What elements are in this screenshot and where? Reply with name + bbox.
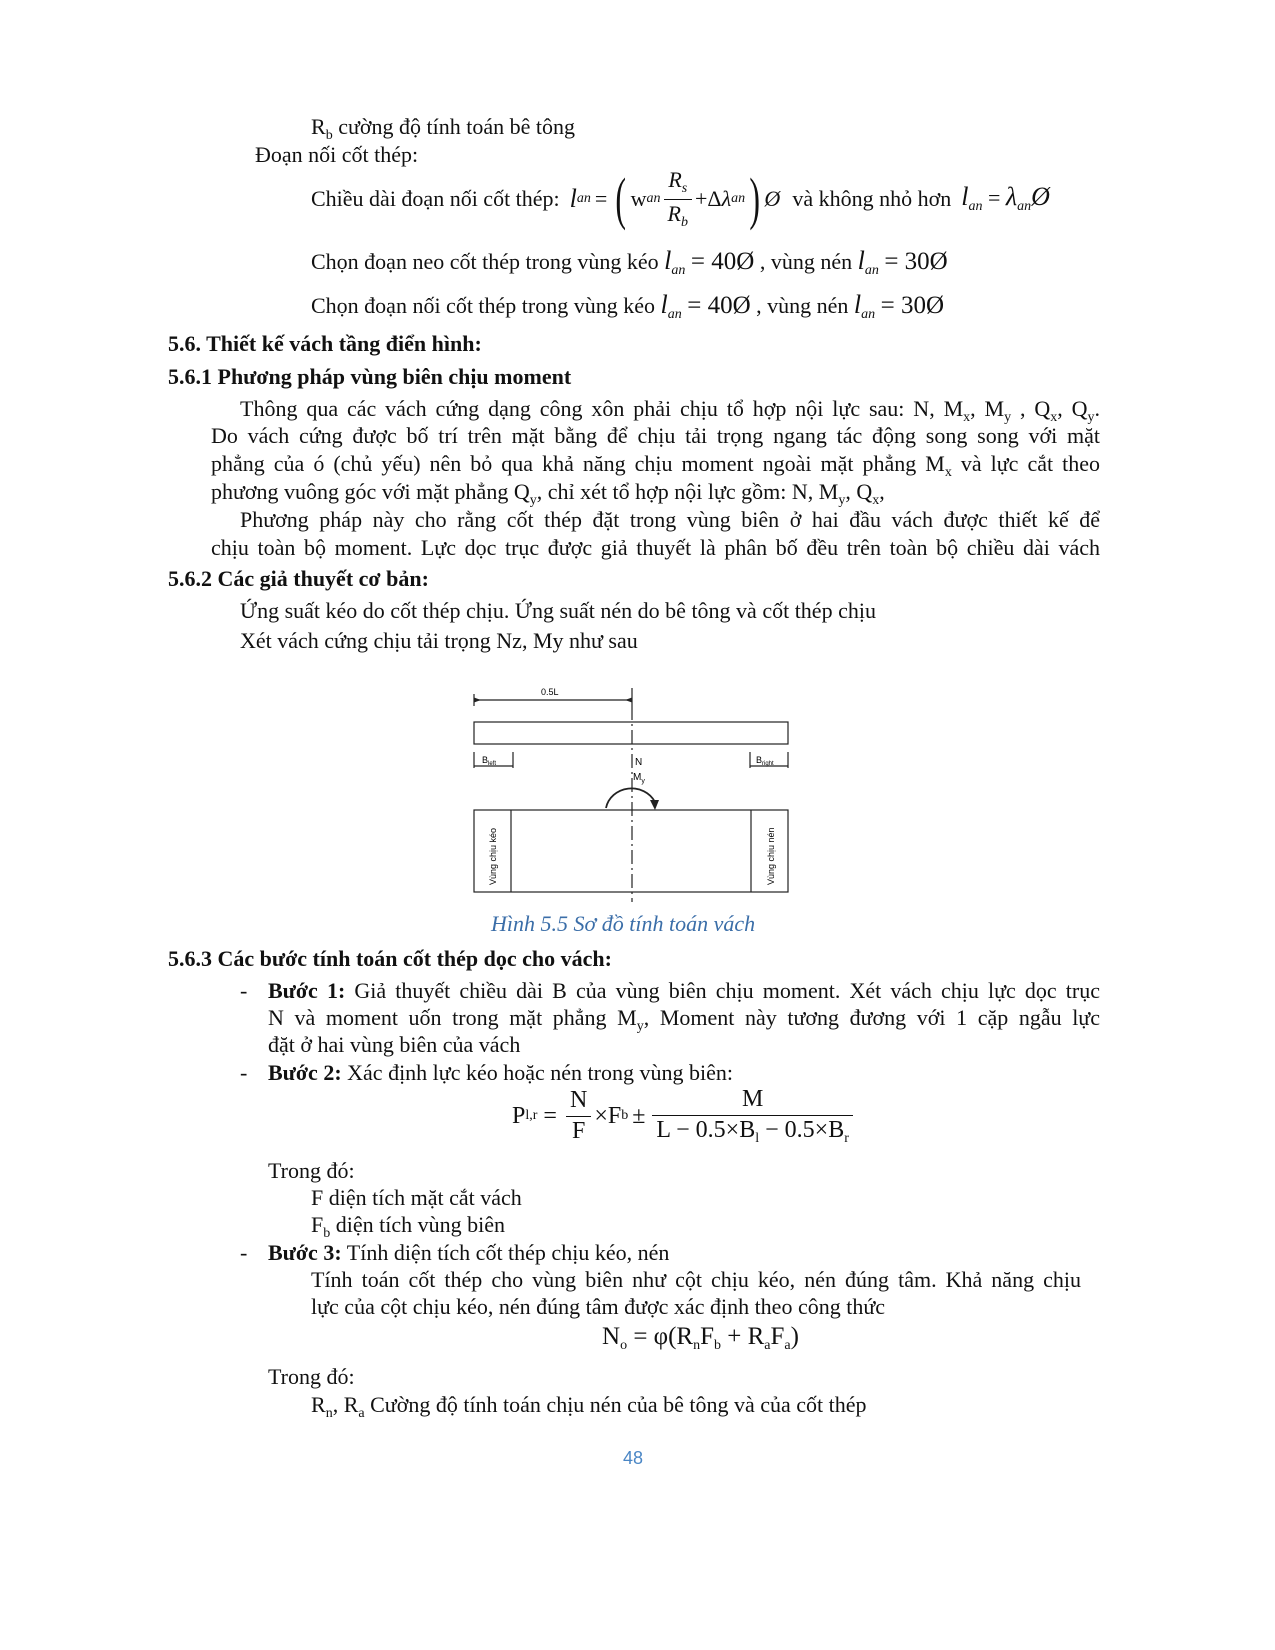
- step3-bullet: -: [240, 1240, 248, 1265]
- para-561-line2: Do vách cứng được bố trí trên mặt bằng để chịu tải trọng ngang tác động song song với mặt: [211, 423, 1100, 448]
- section-5-6-1-heading: 5.6.1 Phương pháp vùng biên chịu moment: [168, 364, 572, 389]
- section-5-6-heading: 5.6. Thiết kế vách tầng điển hình:: [168, 331, 482, 356]
- section-5-6-3-heading: 5.6.3 Các bước tính toán cốt thép dọc cho vách:: [168, 946, 612, 971]
- n-label: N: [635, 757, 643, 768]
- splice-length-label: Chiều dài đoạn nối cốt thép:: [311, 186, 560, 212]
- step1-line1: Bước 1: Giả thuyết chiều dài B của vùng biên chịu moment. Xét vách chịu lực dọc trục: [268, 978, 1100, 1003]
- para-561-p2-line1: Phương pháp này cho rằng cốt thép đặt trong vùng biên ở hai đầu vách được thiết kế để: [240, 507, 1100, 532]
- min-length-formula: $l_{an}$ = $\lambda_{an}Ø$: [961, 182, 1050, 215]
- fb-definition: $F_b$ diện tích vùng biên: [311, 1212, 505, 1241]
- dim-arrow-right: [625, 698, 632, 703]
- page-number: 48: [623, 1448, 644, 1468]
- wall-plan-rect: [474, 722, 788, 744]
- dim-label: 0.5L: [541, 687, 559, 697]
- para-562-line2: Xét vách cứng chịu tải trọng Nz, My như sau: [240, 628, 638, 653]
- step1-line2: N và moment uốn trong mặt phẳng $M_y$, Moment này tương đương với 1 cặp ngẫu lực: [268, 1005, 1100, 1034]
- moment-arrowhead: [650, 800, 659, 810]
- my-label: $M_y$: [633, 772, 645, 785]
- boundary-force-formula: P l,r = $\frac{N}{F}$ ×F b ± $\frac{M}{L - 0.5\times B_l - 0.5\times B_r}$: [512, 1086, 856, 1147]
- rn-ra-definition: $R_n$, $R_a$ Cường độ tính toán chịu nén của bê tông và của cốt thép: [311, 1392, 867, 1421]
- para-561-line4: phương vuông góc với mặt phẳng $Q_y$, chỉ xét tổ hợp nội lực gồm: N, $M_y$, $Q_x$,: [211, 479, 885, 508]
- rb-definition: $R_b$ cường độ tính toán bê tông: [311, 114, 575, 143]
- figure-caption: Hình 5.5 Sơ đồ tính toán vách: [491, 911, 756, 936]
- para-561-p2-line2: chịu toàn bộ moment. Lực dọc trục được giả thuyết là phân bố đều trên toàn bộ chiều dài vách: [211, 535, 1100, 560]
- para-561-line3: phẳng của ó (chủ yếu) nên bỏ qua khả năng chịu moment ngoài mặt phẳng $M_x$ và lực cắt theo: [211, 451, 1100, 480]
- anchor-line: Chọn đoạn neo cốt thép trong vùng kéo $l_{an}$ = 40Ø , vùng nén $l_{an}$ = 30Ø: [311, 246, 948, 278]
- b-left-label: $B_{left}$: [482, 755, 497, 767]
- where-label-2: Trong đó:: [268, 1364, 355, 1389]
- left-zone-label: Vùng chịu kéo: [488, 827, 498, 885]
- step2-line: Bước 2: Xác định lực kéo hoặc nén trong vùng biên:: [268, 1060, 733, 1085]
- moment-arc: [606, 788, 655, 808]
- step3-line: Bước 3: Tính diện tích cốt thép chịu kéo, nén: [268, 1240, 670, 1265]
- para-562-line1: Ứng suất kéo do cốt thép chịu. Ứng suất nén do bê tông và cốt thép chịu: [240, 598, 876, 623]
- splice-formula: l an = ( w an $\frac{R_s}{R_b}$ +Δ λ an ) Ø: [569, 166, 781, 231]
- dim-arrow-left: [474, 698, 481, 703]
- step3-line1: Tính toán cốt thép cho vùng biên như cột chịu kéo, nén đúng tâm. Khả năng chịu: [311, 1267, 1081, 1292]
- step1-line3: đặt ở hai vùng biên của vách: [268, 1032, 521, 1057]
- wall-elevation-rect: [474, 810, 788, 892]
- step2-bullet: -: [240, 1060, 248, 1085]
- b-right-label: $B_{right}$: [756, 755, 774, 767]
- step1-bullet: -: [240, 978, 248, 1003]
- splice-heading: Đoạn nối cốt thép:: [255, 142, 419, 167]
- where-label-1: Trong đó:: [268, 1158, 355, 1183]
- and-not-less-text: và không nhỏ hơn: [792, 186, 952, 212]
- wall-calculation-diagram: [465, 680, 800, 910]
- f-definition: F diện tích mặt cắt vách: [311, 1185, 522, 1210]
- section-5-6-2-heading: 5.6.2 Các giả thuyết cơ bản:: [168, 566, 429, 591]
- para-561-line1: Thông qua các vách cứng dạng công xôn phải chịu tổ hợp nội lực sau: N, $M_x$, $M_y$ , $Q_x$, $Q_y$.: [240, 396, 1101, 425]
- splice-choice-line: Chọn đoạn nối cốt thép trong vùng kéo $l_{an}$ = 40Ø , vùng nén $l_{an}$ = 30Ø: [311, 290, 945, 322]
- splice-length-line: [311, 168, 1050, 230]
- step3-line2: lực của cột chịu kéo, nén đúng tâm được xác định theo công thức: [311, 1294, 886, 1319]
- capacity-formula: $N_o = \varphi(R_nF_b + R_aF_a)$: [602, 1323, 799, 1353]
- right-zone-label: Vùng chịu nén: [766, 827, 776, 885]
